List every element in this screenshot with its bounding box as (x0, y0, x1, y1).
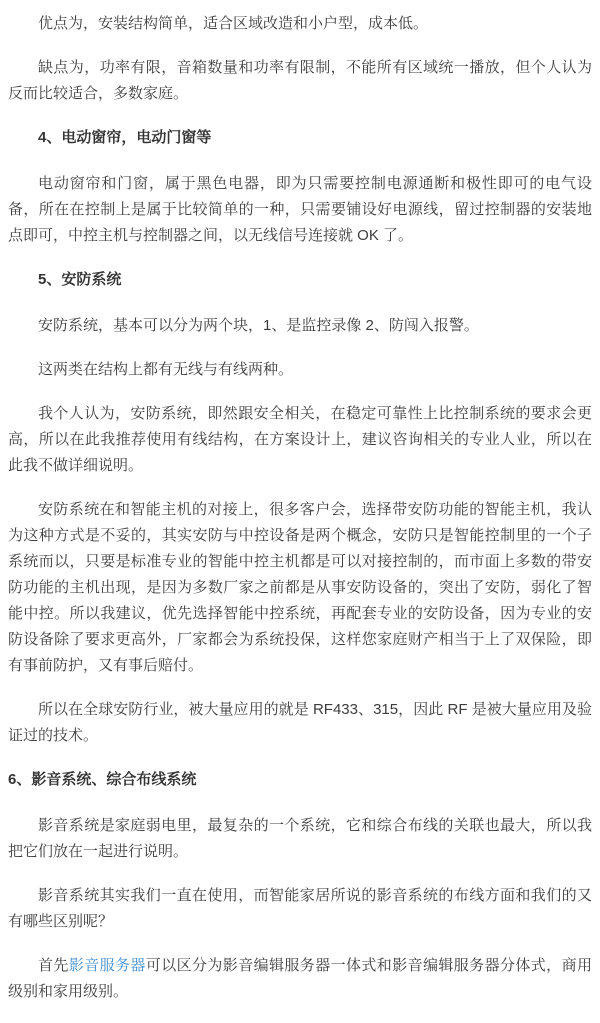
paragraph-2: 缺点为，功率有限，音箱数量和功率有限制，不能所有区域统一播放，但个人认为反而比较适合，多数家庭。 (8, 59, 592, 102)
heading-6: 6、影音系统、综合布线系统 (8, 771, 197, 788)
text-run: 首先 (38, 957, 69, 974)
paragraph-8: 所以在全球安防行业，被大量应用的就是 RF433、315，因此 RF 是被大量应用及验证过的技术。 (8, 701, 592, 744)
paragraph-9: 影音系统是家庭弱电里，最复杂的一个系统，它和综合布线的关联也最大，所以我把它们放在一起进行说明。 (8, 817, 592, 860)
av-server-link[interactable]: 影音服务器 (68, 957, 146, 974)
heading-4: 4、电动窗帘，电动门窗等 (38, 129, 212, 146)
paragraph-11 (8, 953, 592, 1005)
paragraph-3: 电动窗帘和门窗，属于黑色电器，即为只需要控制电源通断和极性即可的电气设备，所在在控制上是属于比较简单的一种，只需要铺设好电源线，留过控制器的安装地点即可，中控主机与控制器之间，以无线信号连接就 OK 了。 (8, 175, 592, 244)
paragraph-5: 这两类在结构上都有无线与有线两种。 (38, 361, 294, 378)
paragraph-10: 影音系统其实我们一直在使用，而智能家居所说的影音系统的布线方面和我们的又有哪些区别呢？ (8, 887, 592, 930)
heading-5: 5、安防系统 (38, 271, 122, 288)
paragraph-4: 安防系统，基本可以分为两个块，1、是监控录像 2、防闯入报警。 (38, 317, 479, 334)
paragraph-6: 我个人认为，安防系统，即然跟安全相关，在稳定可靠性上比控制系统的要求会更高，所以在此我推荐使用有线结构，在方案设计上，建议咨询相关的专业人业，所以在此我不做详细说明。 (8, 405, 592, 474)
text-run: 可以区分为影音编辑服务器一体式和影音编辑服务器分体式，商用级别和家用级别。 (8, 957, 592, 1000)
paragraph-1: 优点为，安装结构简单，适合区域改造和小户型，成本低。 (38, 15, 429, 32)
paragraph-7: 安防系统在和智能主机的对接上，很多客户会，选择带安防功能的智能主机，我认为这种方式是不妥的，其实安防与中控设备是两个概念，安防只是智能控制里的一个子系统而以，只要是标准专业的智能中控主机都是可以对接控制的，而市面上多数的带安防功能的主机出现，是因为多数厂家之前都是从事安防设备的，突出了安防，弱化了智能中控。所以我建议，优先选择智能中控系统，再配套专业的安防设备，因为专业的安防设备除了要求更高外，厂家都会为系统投保，这样您家庭财产相当于上了双保险，即有事前防护，又有事后赔付。 (8, 501, 592, 674)
